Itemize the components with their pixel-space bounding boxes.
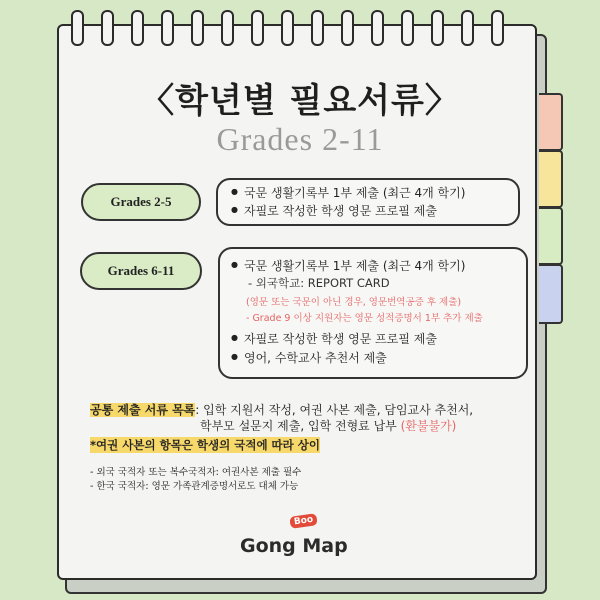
list-item: ● 자필로 작성한 학생 영문 프로필 제출 [244, 202, 437, 219]
brand-badge: Boo [289, 513, 318, 529]
ring-icon [491, 10, 504, 46]
common-label: 공통 제출 서류 목록 [90, 403, 196, 417]
ring-icon [71, 10, 84, 46]
ring-icon [281, 10, 294, 46]
page-title: 〈학년별 필요서류〉 [140, 81, 460, 121]
sub-item: - 외국학교: REPORT CARD [248, 276, 390, 290]
ring-icon [191, 10, 204, 46]
list-item: ● 국문 생활기록부 1부 제출 (최근 4개 학기) [244, 257, 465, 274]
tab-yellow [539, 150, 563, 208]
list-item: ● 국문 생활기록부 1부 제출 (최근 4개 학기) [244, 184, 465, 201]
ring-icon [101, 10, 114, 46]
list-item: ● 영어, 수학교사 추천서 제출 [244, 349, 387, 366]
page-subtitle: Grades 2-11 [216, 121, 384, 157]
grades-2-5-list [216, 178, 520, 226]
red-note: (영문 또는 국문이 아닌 경우, 영문번역공증 후 제출) [246, 297, 462, 308]
grades-6-11-list [218, 247, 528, 379]
small-note: - 외국 국적자 또는 복수국적자: 여권사본 제출 필수 [90, 467, 302, 478]
tab-blue [539, 264, 563, 324]
spiral-rings [71, 10, 521, 50]
grades-2-5-label: Grades 2-5 [81, 183, 201, 221]
ring-icon [311, 10, 324, 46]
ring-icon [401, 10, 414, 46]
ring-icon [161, 10, 174, 46]
common-line2: 학부모 설문지 제출, 입학 전형료 납부 [200, 419, 397, 433]
ring-icon [131, 10, 144, 46]
small-note: - 한국 국적자: 영문 가족관계증명서로도 대체 가능 [90, 481, 299, 492]
ring-icon [371, 10, 384, 46]
common-line1: : 입학 지원서 작성, 여권 사본 제출, 담임교사 추천서, [195, 403, 474, 417]
brand-logo: Gong Map [240, 535, 348, 557]
red-note: - Grade 9 이상 지원자는 영문 성적증명서 1부 추가 제출 [246, 313, 483, 324]
nonrefundable-note: (환불불가) [400, 419, 457, 433]
ring-icon [461, 10, 474, 46]
common-documents [90, 402, 473, 434]
grades-6-11-label: Grades 6-11 [80, 252, 202, 290]
ring-icon [221, 10, 234, 46]
ring-icon [431, 10, 444, 46]
list-item: ● 자필로 작성한 학생 영문 프로필 제출 [244, 330, 437, 347]
passport-note: *여권 사본의 항목은 학생의 국적에 따라 상이 [90, 438, 320, 452]
ring-icon [251, 10, 264, 46]
ring-icon [341, 10, 354, 46]
tab-green [539, 207, 563, 265]
